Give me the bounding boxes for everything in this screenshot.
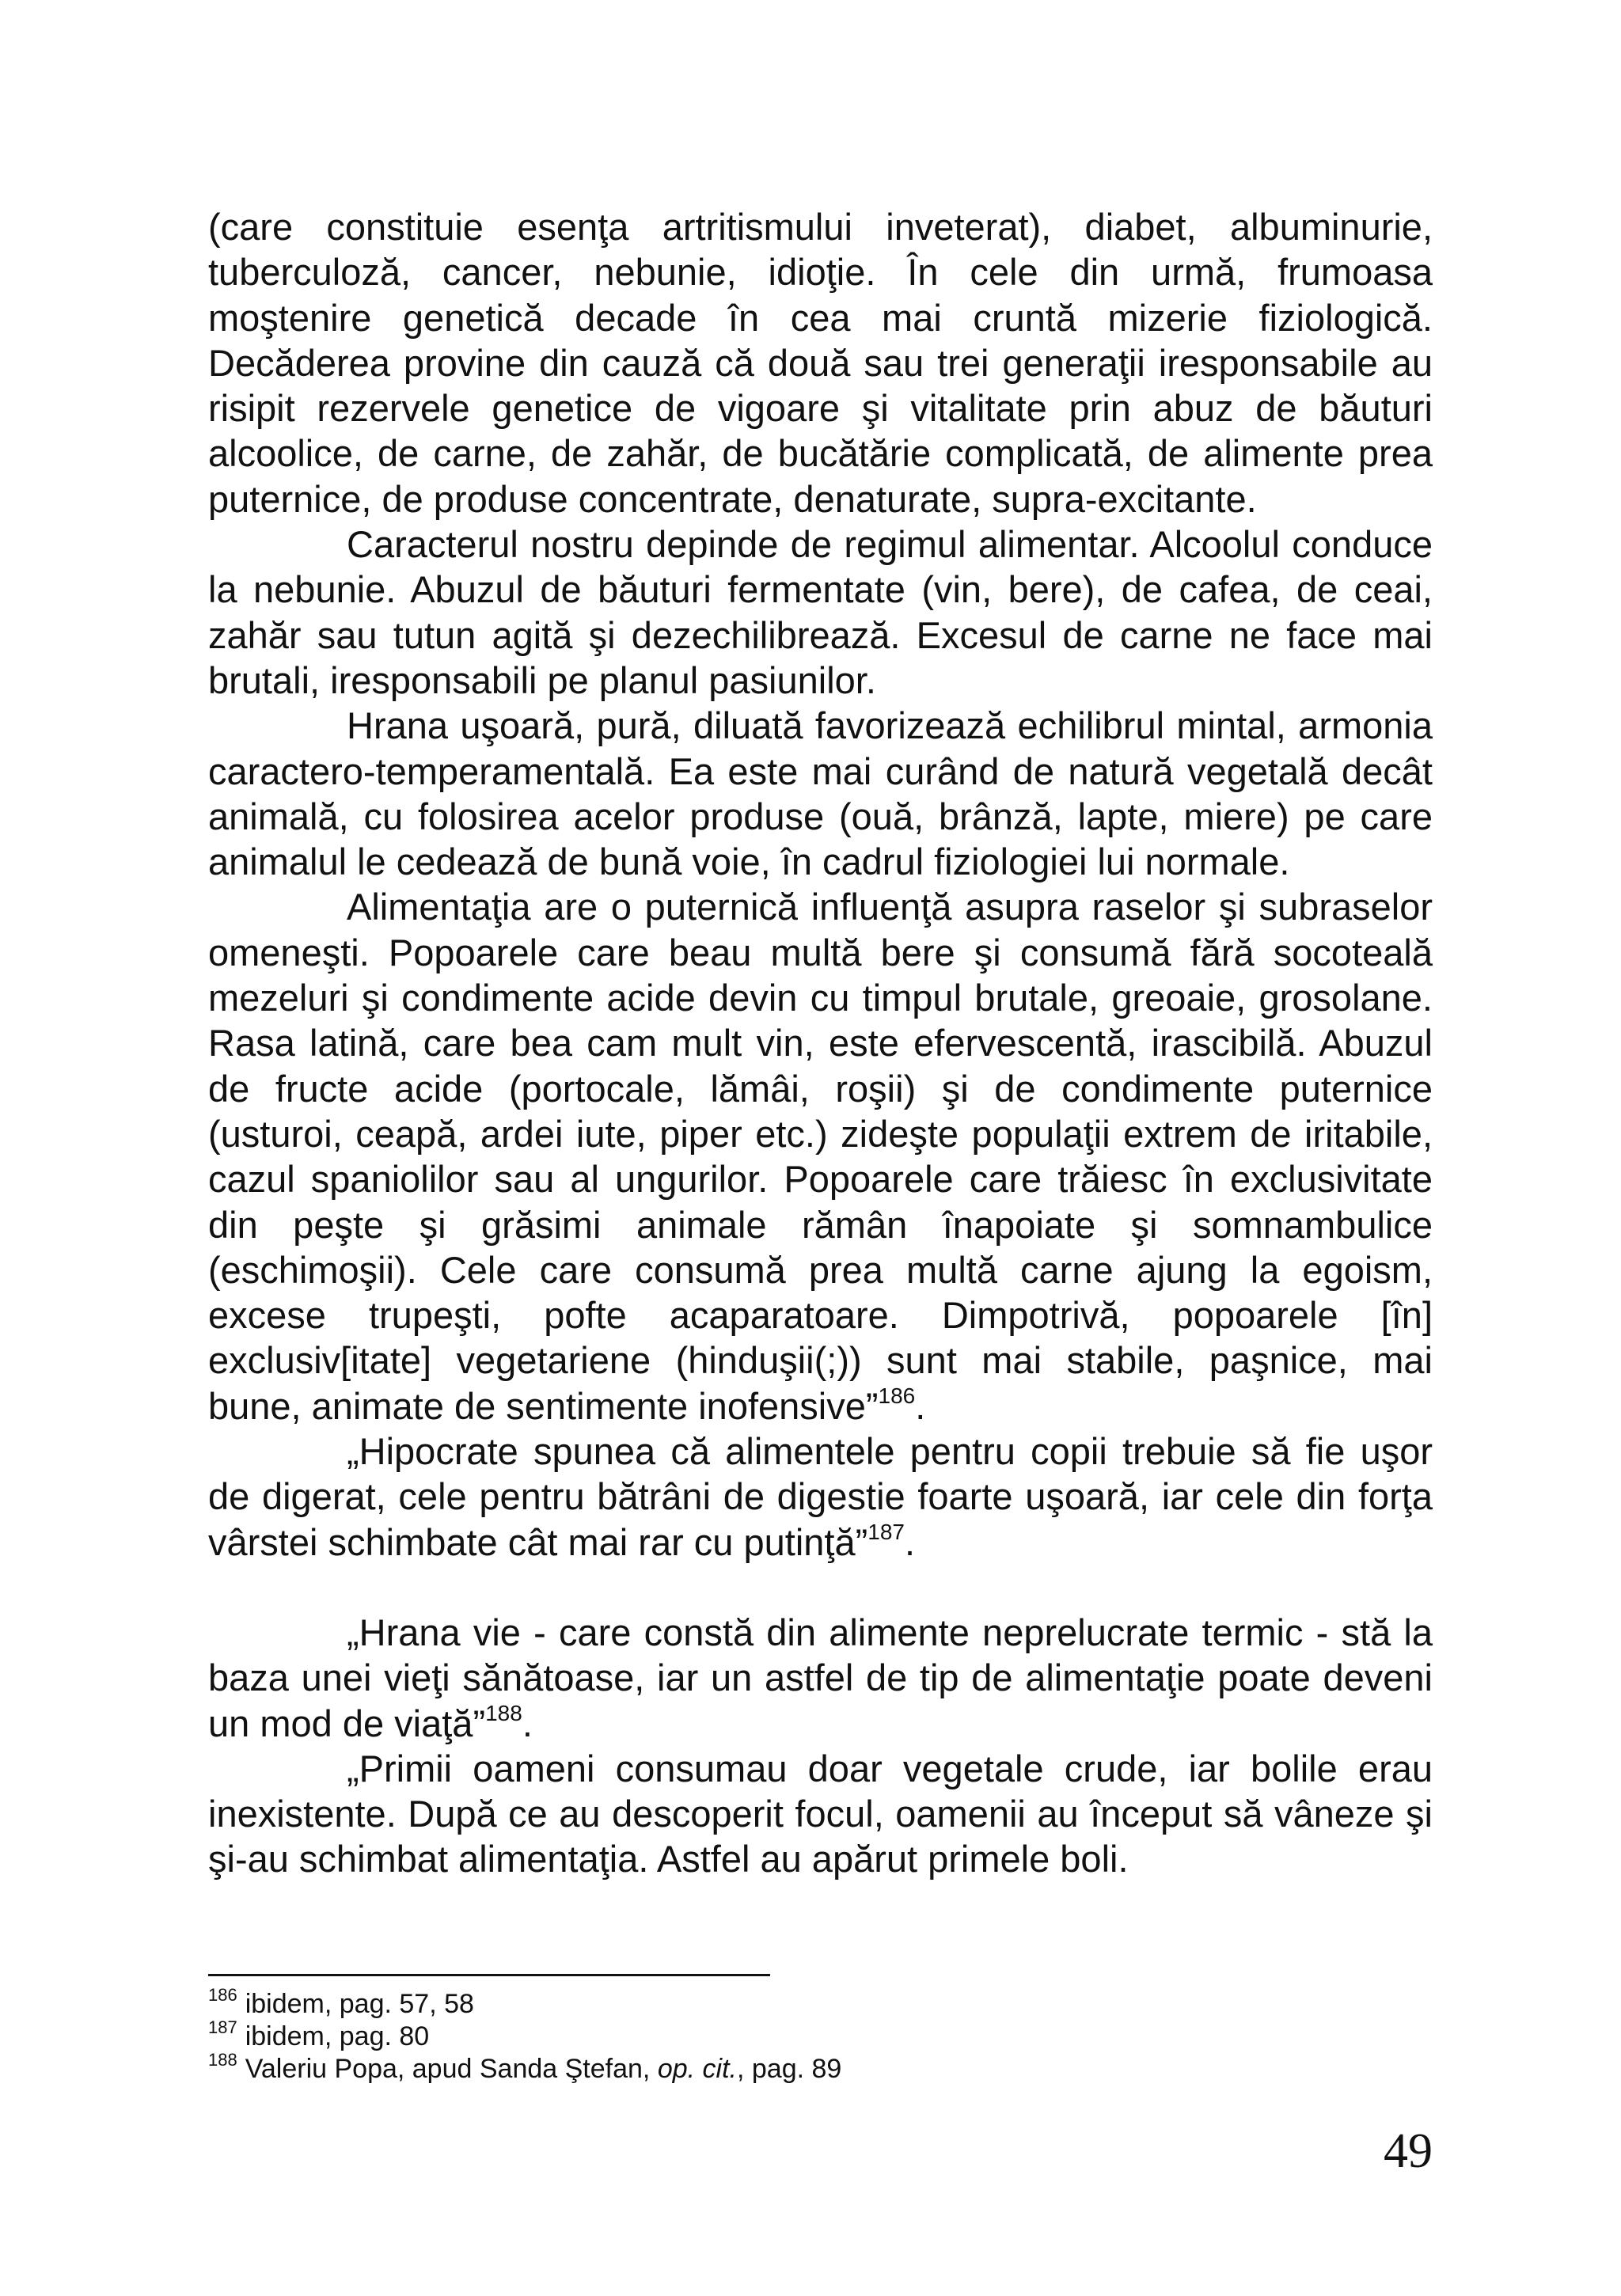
footnote-reference: 188 [485, 1700, 522, 1725]
footnote-text: Valeriu Popa, apud Sanda Ştefan, [245, 2054, 658, 2084]
paragraph-1 [208, 204, 1433, 522]
paragraph-7 [208, 1746, 1433, 1882]
footnote-italic: op. cit. [657, 2054, 737, 2084]
body-text [208, 204, 1433, 1882]
footnote-reference: 186 [878, 1383, 916, 1408]
footnote-text-end: , pag. 89 [736, 2054, 842, 2084]
paragraph-2 [208, 522, 1433, 703]
footnote-number: 187 [208, 2017, 237, 2037]
paragraph-end: . [522, 1702, 533, 1744]
paragraph-text: Hrana uşoară, pură, diluată favorizează echilibrul mintal, armonia caractero-temperamentală. Ea este mai curând de natură vegetală decât animală, cu folosirea acelor produse (ouă, brânză, lapte, miere) pe care animalul le cedează de bună voie, în cadrul fiziologiei lui normale. [208, 704, 1433, 883]
paragraph-end: . [915, 1384, 926, 1427]
footnote-reference: 187 [867, 1519, 905, 1544]
footnote-number: 186 [208, 1985, 237, 2005]
footnote-number: 188 [208, 2050, 237, 2070]
footnote-188 [208, 2050, 1433, 2085]
paragraph-4 [208, 884, 1433, 1429]
footnote-text: ibidem, pag. 80 [245, 2021, 430, 2051]
paragraph-5 [208, 1429, 1433, 1565]
footnote-187 [208, 2017, 1433, 2053]
paragraph-text: „Hrana vie - care constă din alimente neprelucrate termic - stă la baza unei vieţi sănătoase, iar un astfel de tip de alimentaţie poate deveni un mod de viaţă” [208, 1611, 1433, 1744]
paragraph-text: (care constituie esenţa artritismului inveterat), diabet, albuminurie, tuberculoză, cancer, nebunie, idioţie. În cele din urmă, frumoasa moştenire genetică decade în cea mai cruntă mizerie fiziologică. Decăderea provine din cauză că două sau trei generaţii iresponsabile au risipit rezervele genetice de vigoare şi vitalitate prin abuz de băuturi alcoolice, de carne, de zahăr, de bucătărie complicată, de alimente prea puternice, de produse concentrate, denaturate, supra-excitante. [208, 206, 1433, 520]
paragraph-text: „Primii oameni consumau doar vegetale crude, iar bolile erau inexistente. După ce au descoperit focul, oamenii au început să vâneze şi şi-au schimbat alimentaţia. Astfel au apărut primele boli. [208, 1747, 1433, 1880]
footnote-separator [208, 1974, 770, 1976]
paragraph-text: Alimentaţia are o puternică influenţă asupra raselor şi subraselor omeneşti. Popoarele care beau multă bere şi consumă fără socoteală mezeluri şi condimente acide devin cu timpul brutale, greoaie, grosolane. Rasa latină, care bea cam mult vin, este efervescentă, irascibilă. Abuzul de fructe acide (portocale, lămâi, roşii) şi de condimente puternice (usturoi, ceapă, ardei iute, piper etc.) zideşte populaţii extrem de iritabile, cazul spaniolilor sau al ungurilor. Popoarele care trăiesc în exclusivitate din peşte şi grăsimi animale rămân înapoiate şi somnambulice (eschimoşii). Cele care consumă prea multă carne ajung la egoism, excese trupeşti, pofte acaparatoare. Dimpotrivă, popoarele [în] exclusiv[itate] vegetariene (hinduşii(;)) sunt mai stabile, paşnice, mai bune, animate de sentimente inofensive” [208, 886, 1433, 1427]
paragraph-end: . [904, 1520, 916, 1563]
footnotes [208, 1985, 1433, 2085]
footnote-186 [208, 1985, 1433, 2021]
paragraph-text: „Hipocrate spunea că alimentele pentru copii trebuie să fie uşor de digerat, cele pentru bătrâni de digestie foarte uşoară, iar cele din forţa vârstei schimbate cât mai rar cu putinţă” [208, 1430, 1433, 1563]
paragraph-6 [208, 1610, 1433, 1746]
paragraph-text: Caracterul nostru depinde de regimul alimentar. Alcoolul conduce la nebunie. Abuzul de băuturi fermentate (vin, bere), de cafea, de ceai, zahăr sau tutun agită şi dezechilibrează. Excesul de carne ne face mai brutali, iresponsabili pe planul pasiunilor. [208, 523, 1433, 701]
paragraph-3 [208, 703, 1433, 884]
footnote-text: ibidem, pag. 57, 58 [245, 1989, 474, 2019]
page-number: 49 [1384, 2124, 1433, 2178]
